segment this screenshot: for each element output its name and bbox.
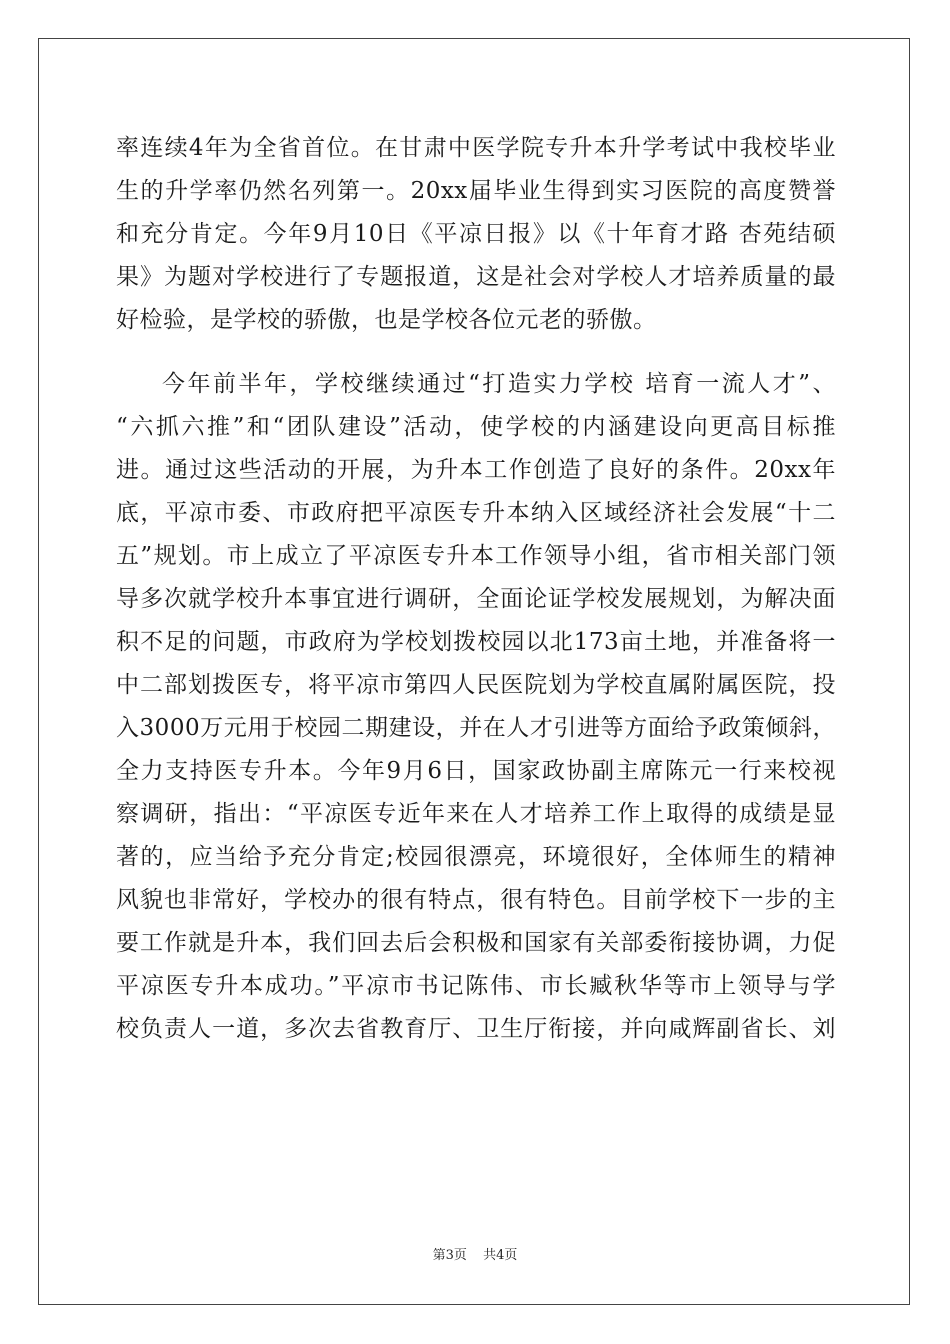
page-number: 第3页: [432, 1248, 467, 1263]
text-line: 和充分肯定。今年9月10日《平凉日报》以《十年育才路 杏苑结硕: [116, 221, 836, 247]
text-line: 积不足的问题，市政府为学校划拨校园以北173亩土地，并准备将一: [116, 629, 836, 655]
text-line: 果》为题对学校进行了专题报道，这是社会对学校人才培养质量的最: [116, 264, 836, 290]
text-line: 校负责人一道，多次去省教育厅、卫生厅衔接，并向咸辉副省长、刘: [116, 1016, 836, 1042]
text-line: 中二部划拨医专，将平凉市第四人民医院划为学校直属附属医院，投: [116, 672, 836, 698]
text-line: 要工作就是升本，我们回去后会积极和国家有关部委衔接协调，力促: [116, 930, 836, 956]
text-line: 著的，应当给予充分肯定;校园很漂亮，环境很好，全体师生的精神: [116, 844, 836, 870]
text-line: 进。通过这些活动的开展，为升本工作创造了良好的条件。20xx年: [116, 457, 836, 483]
text-line: 今年前半年，学校继续通过“打造实力学校 培育一流人才”、: [162, 371, 836, 397]
text-line: “六抓六推”和“团队建设”活动，使学校的内涵建设向更高目标推: [116, 414, 836, 440]
text-line: 察调研，指出：“平凉医专近年来在人才培养工作上取得的成绩是显: [116, 801, 836, 827]
text-line: 入3000万元用于校园二期建设，并在人才引进等方面给予政策倾斜，: [116, 715, 836, 741]
text-line: 生的升学率仍然名列第一。20xx届毕业生得到实习医院的高度赞誉: [116, 178, 836, 204]
page-footer: [0, 1244, 950, 1263]
page-total: 共4页: [483, 1248, 518, 1263]
text-line: 好检验，是学校的骄傲，也是学校各位元老的骄傲。: [116, 307, 657, 333]
text-line: 五”规划。市上成立了平凉医专升本工作领导小组，省市相关部门领: [116, 543, 836, 569]
text-line: 平凉医专升本成功。”平凉市书记陈伟、市长臧秋华等市上领导与学: [116, 973, 836, 999]
text-line: 率连续4年为全省首位。在甘肃中医学院专升本升学考试中我校毕业: [116, 135, 836, 161]
text-line: 导多次就学校升本事宜进行调研，全面论证学校发展规划，为解决面: [116, 586, 836, 612]
text-line: 风貌也非常好，学校办的很有特点，很有特色。目前学校下一步的主: [116, 887, 836, 913]
text-line: 底，平凉市委、市政府把平凉医专升本纳入区域经济社会发展“十二: [116, 500, 836, 526]
text-line: 全力支持医专升本。今年9月6日，国家政协副主席陈元一行来校视: [116, 758, 836, 784]
